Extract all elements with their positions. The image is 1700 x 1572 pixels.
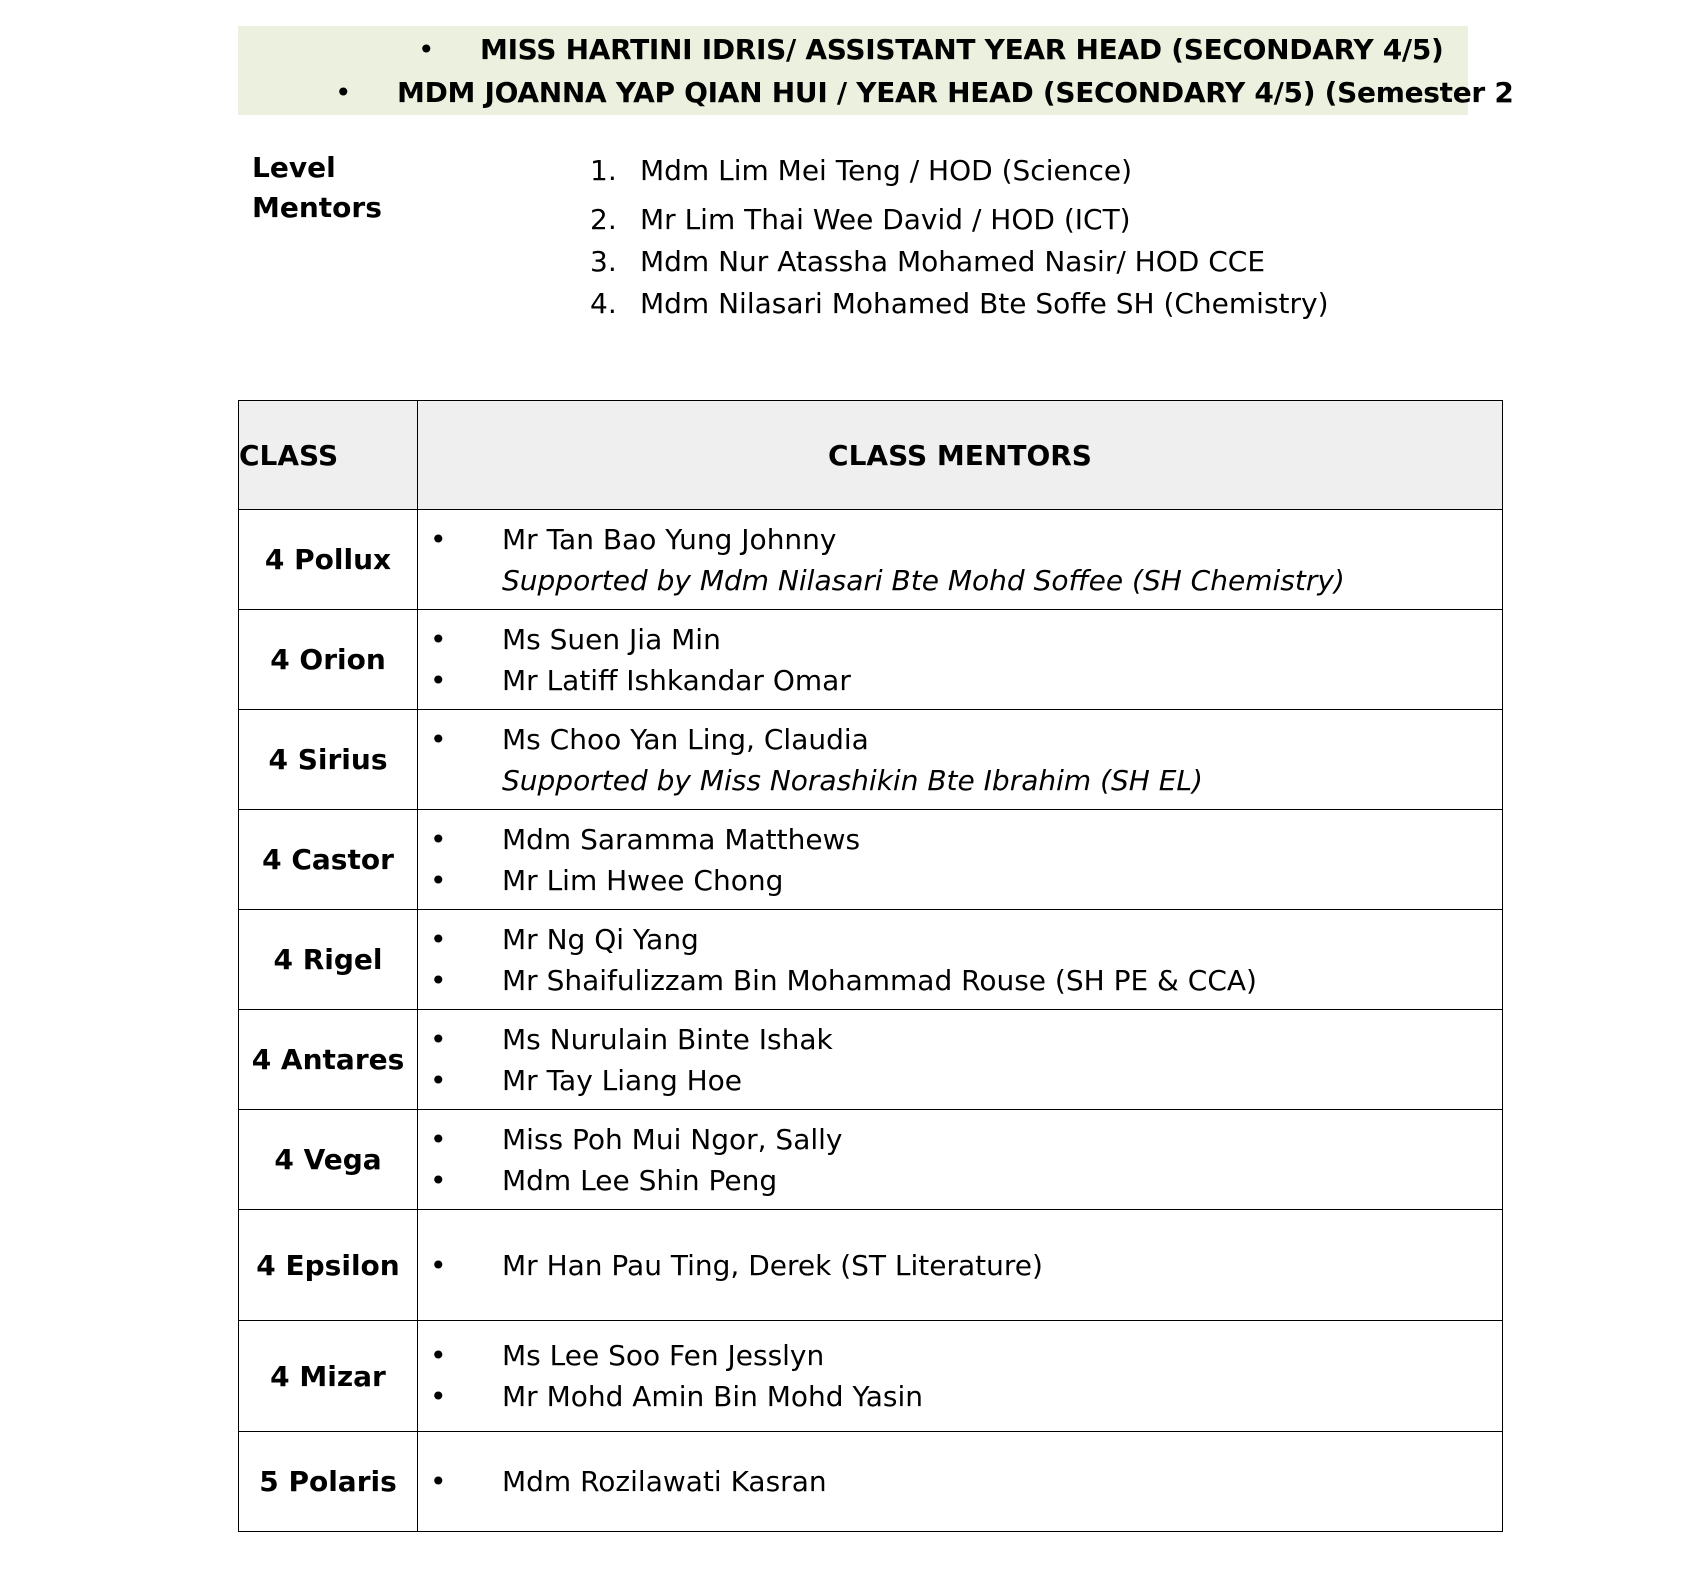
level-mentor-list	[590, 150, 1329, 325]
mentor-name: Ms Choo Yan Ling, Claudia	[502, 722, 869, 756]
mentor-entry	[418, 919, 1502, 960]
class-cell: 5 Polaris	[239, 1432, 418, 1532]
mentor-entry	[418, 860, 1502, 901]
mentor-name: Miss Poh Mui Ngor, Sally	[502, 1122, 843, 1156]
item-number: 2.	[590, 203, 617, 236]
mentor-entry	[418, 519, 1502, 560]
mentor-name: Mdm Rozilawati Kasran	[502, 1465, 827, 1498]
table-row	[239, 1210, 1503, 1321]
level-label-line1: Level	[252, 151, 336, 184]
class-cell: 4 Rigel	[239, 910, 418, 1010]
mentor-cell	[418, 1110, 1503, 1210]
mentor-cell	[418, 1010, 1503, 1110]
item-number: 4.	[590, 287, 617, 320]
item-number: 1.	[590, 154, 617, 187]
level-mentor-item	[590, 283, 1329, 325]
level-mentor-item	[590, 241, 1329, 283]
bullet-icon: •	[430, 1380, 447, 1413]
level-label-line2: Mentors	[252, 191, 382, 224]
mentor-name: Mdm Lee Shin Peng	[502, 1163, 778, 1197]
class-cell: 4 Vega	[239, 1110, 418, 1210]
bullet-icon: •	[430, 1022, 447, 1056]
bullet-icon: •	[430, 822, 447, 856]
mentor-name: Ms Suen Jia Min	[502, 622, 721, 656]
mentor-entry	[418, 960, 1502, 1001]
bullet-icon: •	[430, 1248, 447, 1282]
table-row	[239, 610, 1503, 710]
mentor-name: Mr Mohd Amin Bin Mohd Yasin	[502, 1380, 923, 1413]
bullet-icon: •	[430, 1122, 447, 1156]
mentor-name: Mr Han Pau Ting, Derek (ST Literature)	[502, 1248, 1043, 1282]
mentor-name: Ms Nurulain Binte Ishak	[502, 1022, 833, 1056]
class-mentors-table	[238, 400, 1503, 1532]
mentors-column-header: CLASS MENTORS	[418, 401, 1503, 510]
mentor-cell	[418, 810, 1503, 910]
mentor-cell	[418, 1321, 1503, 1432]
class-cell: 4 Sirius	[239, 710, 418, 810]
table-row	[239, 510, 1503, 610]
mentor-name: Mr Tay Liang Hoe	[502, 1063, 743, 1097]
bullet-icon: •	[430, 922, 447, 956]
mentor-entry	[418, 719, 1502, 760]
class-cell: 4 Mizar	[239, 1321, 418, 1432]
class-cell: 4 Orion	[239, 610, 418, 710]
mentor-name: Mr Shaifulizzam Bin Mohammad Rouse (SH PE & CCA)	[502, 963, 1257, 997]
year-head-line	[335, 76, 1514, 110]
class-cell: 4 Epsilon	[239, 1210, 418, 1321]
mentor-cell	[418, 1432, 1503, 1532]
bullet-icon: •	[430, 522, 447, 556]
mentor-name: Mr Tan Bao Yung Johnny	[502, 522, 837, 556]
item-text: Mdm Nur Atassha Mohamed Nasir/ HOD CCE	[640, 245, 1266, 278]
support-text: Supported by Miss Norashikin Bte Ibrahim (SH EL)	[502, 763, 1203, 797]
table-row	[239, 1432, 1503, 1532]
mentor-cell	[418, 510, 1503, 610]
bullet-icon: •	[430, 1465, 447, 1498]
mentor-entry	[418, 619, 1502, 660]
mentor-cell	[418, 910, 1503, 1010]
mentor-cell	[418, 610, 1503, 710]
mentor-entry	[418, 660, 1502, 701]
level-mentor-item	[590, 199, 1329, 241]
class-cell: 4 Castor	[239, 810, 418, 910]
mentor-name: Mr Ng Qi Yang	[502, 922, 699, 956]
mentor-name: Mr Lim Hwee Chong	[502, 863, 784, 897]
bullet-icon: •	[430, 722, 447, 756]
table-row	[239, 1110, 1503, 1210]
assistant-year-head-text: MISS HARTINI IDRIS/ ASSISTANT YEAR HEAD (SECONDARY 4/5)	[480, 33, 1444, 66]
mentor-entry	[418, 1119, 1502, 1160]
mentor-entry	[418, 1461, 1502, 1502]
mentor-cell	[418, 1210, 1503, 1321]
table-header-row	[239, 401, 1503, 510]
support-note	[418, 760, 1502, 801]
support-note	[418, 560, 1502, 601]
mentor-cell	[418, 710, 1503, 810]
assistant-year-head-line	[418, 33, 1444, 67]
item-text: Mr Lim Thai Wee David / HOD (ICT)	[640, 203, 1131, 236]
year-head-text: MDM JOANNA YAP QIAN HUI / YEAR HEAD (SECONDARY 4/5) (Semester 2	[397, 76, 1514, 109]
mentor-entry	[418, 1019, 1502, 1060]
bullet-icon: •	[430, 963, 447, 997]
mentor-name: Ms Lee Soo Fen Jesslyn	[502, 1339, 825, 1372]
table-row	[239, 710, 1503, 810]
bullet-icon: •	[430, 622, 447, 656]
table-row	[239, 1321, 1503, 1432]
mentor-entry	[418, 1245, 1502, 1286]
level-mentors-label	[252, 148, 382, 228]
bullet-icon: •	[430, 1063, 447, 1097]
mentor-entry	[418, 819, 1502, 860]
bullet-icon: •	[430, 1163, 447, 1197]
table-row	[239, 810, 1503, 910]
bullet-icon: •	[430, 663, 447, 697]
item-text: Mdm Lim Mei Teng / HOD (Science)	[640, 154, 1132, 187]
item-number: 3.	[590, 245, 617, 278]
mentor-name: Mr Latiff Ishkandar Omar	[502, 663, 851, 697]
level-mentor-item	[590, 150, 1329, 192]
support-text: Supported by Mdm Nilasari Bte Mohd Soffee (SH Chemistry)	[502, 563, 1345, 597]
mentor-entry	[418, 1335, 1502, 1376]
table-row	[239, 910, 1503, 1010]
mentor-entry	[418, 1060, 1502, 1101]
class-column-header: CLASS	[239, 401, 418, 510]
bullet-icon: •	[430, 1339, 447, 1372]
table-row	[239, 1010, 1503, 1110]
mentor-entry	[418, 1376, 1502, 1417]
bullet-icon: •	[418, 33, 435, 66]
class-cell: 4 Pollux	[239, 510, 418, 610]
mentor-entry	[418, 1160, 1502, 1201]
mentor-name: Mdm Saramma Matthews	[502, 822, 861, 856]
class-cell: 4 Antares	[239, 1010, 418, 1110]
bullet-icon: •	[430, 863, 447, 897]
bullet-icon: •	[335, 76, 352, 109]
item-text: Mdm Nilasari Mohamed Bte Soffe SH (Chemistry)	[640, 287, 1329, 320]
